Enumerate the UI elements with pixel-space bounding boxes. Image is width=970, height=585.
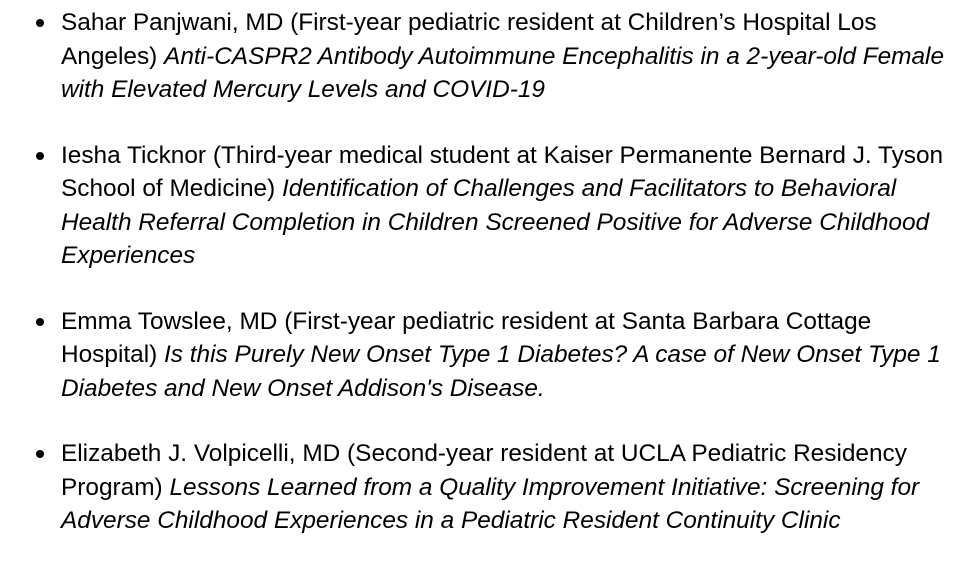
bullet-icon	[36, 19, 44, 27]
list-item	[0, 437, 970, 538]
presentation-title: Lessons Learned from a Quality Improvement Initiative: Screening for Adverse Childhood Experiences in a Pediatric Resident Continuity Clinic	[61, 473, 920, 534]
presentation-title: Identification of Challenges and Facilitators to Behavioral Health Referral Completion in Children Screened Positive for Adverse Childhood Experiences	[61, 175, 930, 269]
presenter-name: Sahar Panjwani, MD	[61, 9, 284, 36]
presenter-name: Iesha Ticknor	[61, 141, 207, 169]
bullet-icon	[36, 152, 44, 160]
presenter-affiliation: (Second-year resident at UCLA Pediatric Residency Program)	[61, 440, 907, 501]
presenter-affiliation: (First-year pediatric resident at Santa Barbara Cottage Hospital)	[61, 307, 872, 368]
presentation-title: Is this Purely New Onset Type 1 Diabetes? A case of New Onset Type 1 Diabetes and New Onset Addison's Disease.	[61, 341, 941, 402]
list-item	[0, 305, 970, 406]
bullet-icon	[36, 318, 44, 326]
presenter-name: Emma Towslee, MD	[61, 307, 278, 335]
presenter-affiliation: (First-year pediatric resident at Children’s Hospital Los Angeles)	[61, 9, 877, 70]
presenter-name: Elizabeth J. Volpicelli, MD	[61, 440, 341, 467]
list-item	[0, 139, 970, 273]
presenter-affiliation: (Third-year medical student at Kaiser Permanente Bernard J. Tyson School of Medicine)	[61, 141, 944, 202]
presentation-title: Anti-CASPR2 Antibody Autoimmune Encephalitis in a 2-year-old Female with Elevated Mercury Levels and COVID-19	[61, 42, 945, 103]
bullet-icon	[36, 450, 44, 458]
list-item	[0, 6, 970, 107]
